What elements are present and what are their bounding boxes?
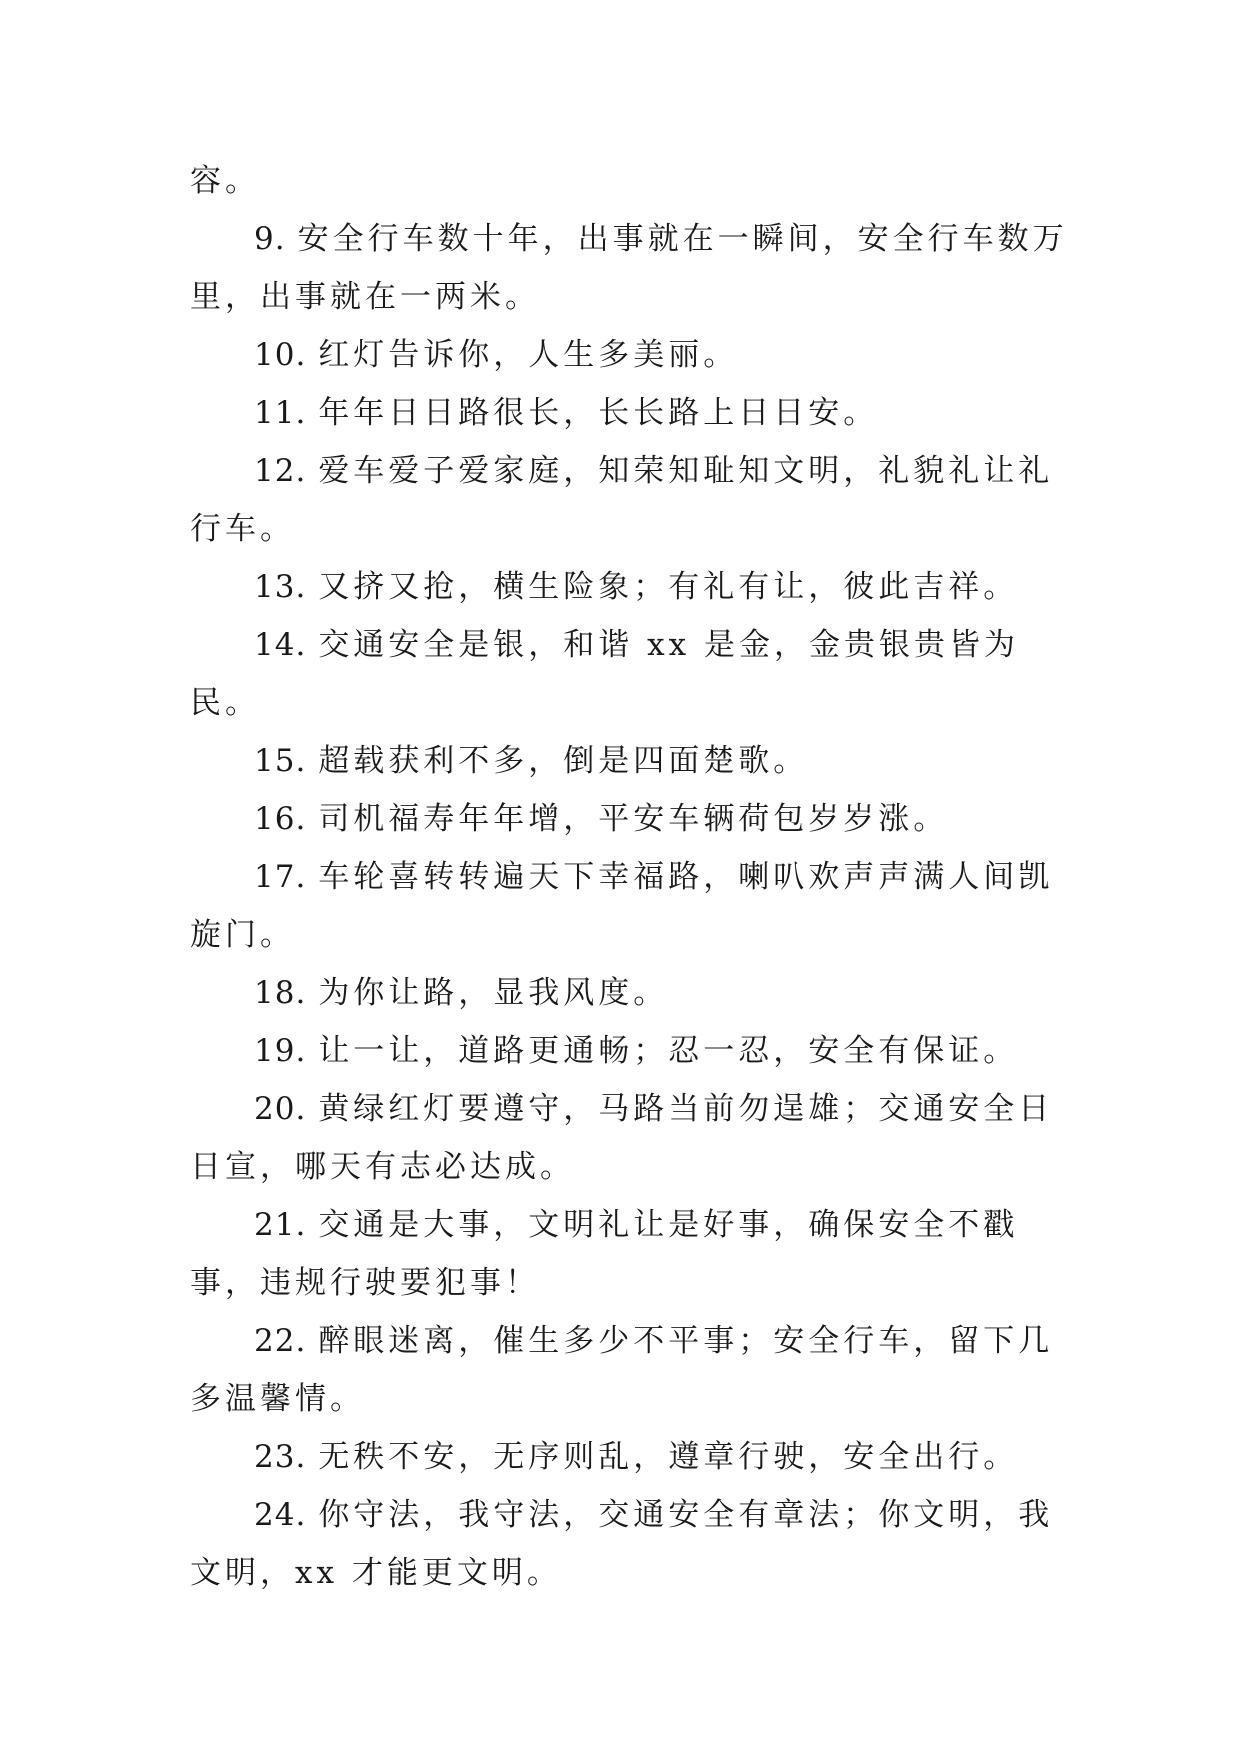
item-number: 17. <box>254 859 307 895</box>
item-number: 15. <box>254 743 307 779</box>
item-number: 23. <box>254 1439 307 1475</box>
slogan-item <box>190 326 1070 384</box>
item-text: 红灯告诉你，人生多美丽。 <box>318 337 739 373</box>
item-number: 22. <box>254 1323 307 1359</box>
slogan-item <box>190 790 1070 848</box>
item-text: 无秩不安，无序则乱，遵章行驶，安全出行。 <box>318 1439 1019 1475</box>
paragraph-continuation <box>190 152 1070 210</box>
item-number: 24. <box>254 1497 307 1533</box>
item-text: 车轮喜转转遍天下幸福路，喇叭欢声声满人间凯旋门。 <box>190 859 1054 953</box>
item-text: 年年日日路很长，长长路上日日安。 <box>318 395 879 431</box>
slogan-item <box>190 442 1070 558</box>
item-text: 让一让，道路更通畅；忍一忍，安全有保证。 <box>318 1033 1019 1069</box>
item-number: 14. <box>254 627 307 663</box>
slogan-item <box>190 1486 1070 1602</box>
item-number: 19. <box>254 1033 307 1069</box>
item-text: 为你让路，显我风度。 <box>318 975 669 1011</box>
slogan-item <box>190 732 1070 790</box>
document-body <box>190 152 1070 1602</box>
item-text: 你守法，我守法，交通安全有章法；你文明，我文明，xx 才能更文明。 <box>190 1497 1054 1591</box>
item-number: 21. <box>254 1207 307 1243</box>
slogan-item <box>190 1312 1070 1428</box>
slogan-item <box>190 616 1070 732</box>
item-number: 13. <box>254 569 307 605</box>
item-number: 10. <box>254 337 307 373</box>
item-text: 黄绿红灯要遵守，马路当前勿逞雄；交通安全日日宣，哪天有志必达成。 <box>190 1091 1054 1185</box>
slogan-item <box>190 1428 1070 1486</box>
item-text: 安全行车数十年，出事就在一瞬间，安全行车数万里，出事就在一两米。 <box>190 221 1068 315</box>
item-text: 爱车爱子爱家庭，知荣知耻知文明，礼貌礼让礼行车。 <box>190 453 1054 547</box>
item-number: 16. <box>254 801 307 837</box>
item-number: 11. <box>254 395 307 431</box>
slogan-item <box>190 1196 1070 1312</box>
slogan-item <box>190 1080 1070 1196</box>
item-number: 12. <box>254 453 307 489</box>
slogan-item <box>190 558 1070 616</box>
slogan-item <box>190 384 1070 442</box>
slogan-item <box>190 848 1070 964</box>
item-text: 又挤又抢，横生险象；有礼有让，彼此吉祥。 <box>318 569 1019 605</box>
item-text: 超载获利不多，倒是四面楚歌。 <box>318 743 809 779</box>
slogan-item <box>190 1022 1070 1080</box>
item-text: 交通安全是银，和谐 xx 是金，金贵银贵皆为民。 <box>190 627 1019 721</box>
item-number: 18. <box>254 975 307 1011</box>
item-number: 9. <box>254 221 286 257</box>
item-text: 醉眼迷离，催生多少不平事；安全行车，留下几多温馨情。 <box>190 1323 1054 1417</box>
item-text: 交通是大事，文明礼让是好事，确保安全不戳事，违规行驶要犯事！ <box>190 1207 1019 1301</box>
item-number: 20. <box>254 1091 307 1127</box>
slogan-item <box>190 210 1070 326</box>
paragraph-text: 容。 <box>190 163 260 199</box>
slogan-item <box>190 964 1070 1022</box>
item-text: 司机福寿年年增，平安车辆荷包岁岁涨。 <box>318 801 949 837</box>
